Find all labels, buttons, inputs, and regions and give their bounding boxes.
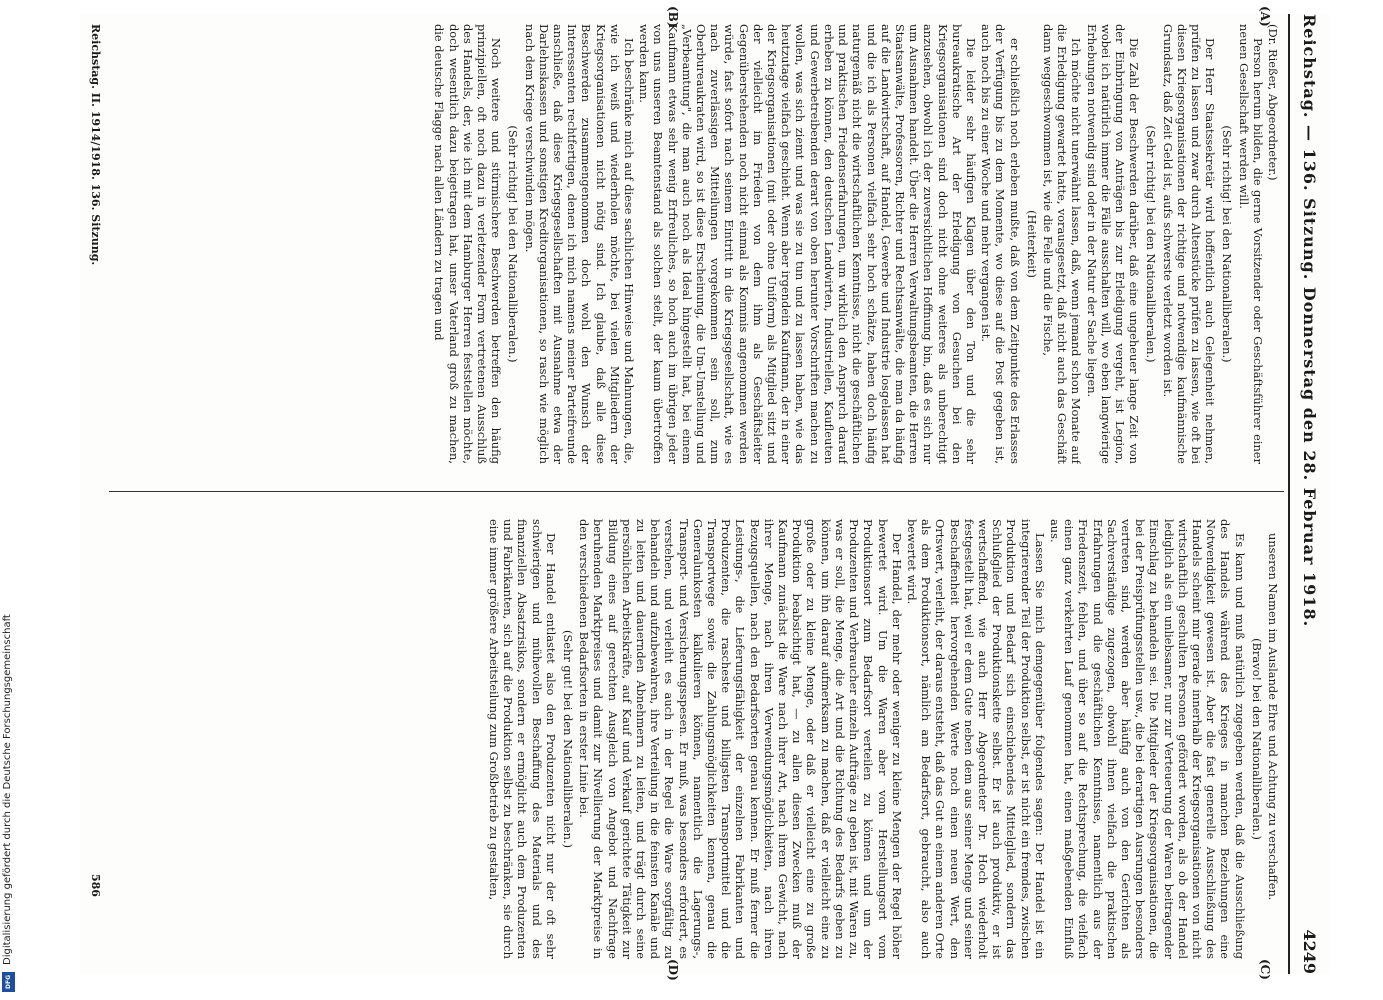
paragraph: Ich beschränke mich auf diese sachlichen Hinweise und Mahnungen, die, wie ich weiß und wiederholen möchte, bei vielen Mitgliedern der Kriegsorganisationen nicht nötig sind. Ich glaube, daß alle diese Beschwerden zusammengenommen doch wohl den Wunsch der Interessenten rechtfertigen, denen ich mich namens meiner Parteifreunde anschließe, daß diese Kriegsgesellschaften mit Ausnahme etwa der Darlehnskassen und sonstigen Kreditorganisationen, so rasch wie möglich nach dem Kriege verschwinden mögen. xyxy=(522,24,637,464)
paragraph: Ich möchte nicht unerwähnt lassen, daß, wenn jemand schon Monate auf die Erledigung gewartet hatte, vorausgesetzt, daß nicht auch das Geschäft dann weggeschwommen ist, wie die Felle und die Fische, xyxy=(1040,24,1084,464)
scanned-page xyxy=(80,6,1330,981)
interjection: (Bravo! bei den Nationalliberalen.) xyxy=(1249,638,1264,840)
paragraph: Der Herr Staatssekretär wird hoffentlich auch Gelegenheit nehmen, prüfen zu lassen und zwar durch Altenstücke prüfen zu lassen, wie oft bei diesen Kriegsorganisationen der richtige und notwendige kaufmännische Grundsatz, daß Zeit Geld ist, aufs schwerste verletzt worden ist. xyxy=(1160,24,1218,464)
paragraph: Die Zahl der Beschwerden darüber, daß eine ungeheuer lange Zeit von der Einbringung von Anträgen bis zur Erledigung vergeht, ist Legion, wobei ich natürlich immer die Fälle ausschalten will, wo eben langwierige Erhebungen notwendig sind oder in der Natur der Sache liegen. xyxy=(1084,24,1142,464)
paragraph: Person herum bilden, die gerne Vorsitzender oder Geschäftsführer einer neuen Gesellschaft werden will. xyxy=(1236,24,1265,464)
digitization-credit: Digitalisierung gefördert durch die Deutsche Forschungsgemeinschaft xyxy=(2,614,13,965)
page-header xyxy=(1288,14,1330,974)
paragraph: Die leider sehr häufigen Klagen über den Ton und die sehr bureaukratische Art der Erledigung von Gesuchen bei den Kriegsorganisationen sind doch nicht ohne weiteres als unberechtigt anzusehen, obwohl ich der zuversichtlichen Hoffnung bin, daß es sich nur um Ausnahmen handelt. Über die Herren Verwaltungsbeamten, die Herren Staatsanwälte, Professoren, Richter und Rechtsanwälte, die man da häufig auf die Landwirtschaft, auf Handel, Gewerbe und Industrie losgelassen hat und die ich als Personen vielfach sehr hoch schätze, haben doch häufig naturgemäß nicht die wirtschaftlichen Kenntnisse, nicht die geschäftlichen und praktischen Friedenserfahrungen, um wirklich den Anspruch darauf erheben zu können, den deutschen Landwirten, Industriellen, Kaufleuten und Gewerbetreibenden derart von oben herunter Vorschriften machen zu wollen, was sich ziemt und was sie zu tun und zu lassen haben, wie das heutzutage vielfach geschieht. Wenn aber irgendein Kaufmann, der in einer der Kriegsorganisationen (mit oder ohne Uniform) als Mitglied sitzt und der vielleicht im Frieden von dem ihm als Geschäftsleiter Gegenüberstehenden noch nicht einmal als Kommis angenommen werden würde, fast sofort nach seinem Eintritt in die Kriegsgesellschaft, wie es nach zuverlässigen Mitteilungen vorgekommen sein soll, zum Oberbureaukraten wird, so ist diese Erscheinung, die Um-Umstellung und „Verbeamtung", die man auch noch als Ideal hingestellt hat, bei einem Kaufmann etwas sehr wenig Erfreuliches, so hoch auch im übrigen jeder von uns unseren Beamtenstand als solchen stellt, der kaum übertroffen werden kann. xyxy=(637,24,978,464)
interjection: (Sehr gut! bei den Nationalliberalen.) xyxy=(561,629,576,849)
margin-marker-d: (D) xyxy=(666,959,680,981)
margin-marker-b: (B) xyxy=(666,6,680,28)
page-title: Reichstag. — 136. Sitzung. Donnerstag den 28. Februar 1918. xyxy=(1300,14,1320,628)
speaker-label: (Dr. Rießer, Abgeordneter.) xyxy=(1266,24,1280,181)
paragraph: unseren Namen im Auslande Ehre und Achtung zu verschaffen. xyxy=(1266,533,1280,901)
footer-signature: Reichstag. II. 1914/1918. 136. Sitzung. xyxy=(89,24,102,266)
margin-marker-c: (C) xyxy=(1258,959,1272,980)
paragraph: er schließlich noch erleben mußte, daß von dem Zeitpunkte des Erlasses der Verfügung bis zu dem Momente, wo diese auf die Post gegeben ist, auch noch bis zu einer Woche und mehr vergangen ist. xyxy=(979,24,1022,464)
interjection: (Sehr richtig! bei den Nationalliberalen.) xyxy=(506,125,521,363)
interjection: (Sehr richtig! bei den Nationalliberalen.) xyxy=(1144,125,1159,363)
interjection: (Sehr richtig! bei den Nationalliberalen.) xyxy=(1220,125,1235,363)
paragraph: Der Handel, der mehr oder weniger zu kleine Mengen der Regel höher bewertet wird. Um die Waren aber vom Herstellungsort vom Produktionsort zum Bedarfsort verteilen zu können und um der Produzenten und Verbraucher einzeln Aufträge zu geben ist, mit Waren zu, was er soll, die Menge, die Art und die Richtung des Bedarfs geben zu können, um ihn darauf aufmerksam zu machen, daß er vielleicht eine zu große oder zu kleine Menge, oder daß er vielleicht eine zu große Produktion beabsichtigt hat, — zu allen diesen Zwecken muß der Kaufmann zunächst die Ware nach ihrer Art, nach ihrem Gewicht, nach ihrer Menge, nach ihren Verwendungsmöglichkeiten, nach ihren Bezugsquellen, nach den Bedarfsorten genau kennen. Er muß ferner die Leistungs-, die Lieferungsfähigkeit der einzelnen Fabrikanten und Produzenten, die rascheste und billigsten Transportmittel und die Transportwege sowie die Zahlungsmöglichkeiten kennen, genau die Generalunkosten kalkulieren können, namentlich die Lagerungs-, Transport- und Versicherungsspesen. Er muß, was besonders erfordert, es verstehen, und verleiht es auch in der Regel die Ware sorgfältig zu behandeln und aufzubewahren, ihre Verteilung in die feinsten Kanäle und zu leiten und dauernden Abnehmern zu leiten, und trägt durch seine persönlichen Arbeitskräfte, auf Kauf und Verkauf gerichtete Tätigkeit zur Bildung eines auf gerechten Ausgleich von Angebot und Nachfrage beruhenden Marktpreises und damit zur Nivellierung der Marktpreise in den verschiedenen Bedarfsorten in erster Linie bei. xyxy=(577,519,904,959)
left-column xyxy=(105,24,1280,464)
dfg-logo-icon: DFG xyxy=(2,972,15,992)
paragraph: Es kann und muß natürlich zugegeben werden, daß die Ausschließung des Handels während des Krieges in manchen Beziehungen eine Notwendigkeit gewesen ist. Aber die fast generelle Ausschließung des Handels scheint mir gerade innerhalb der Kriegsorganisationen von nicht wirtschaftlich geschulten Personen gefördert worden, als ob der Handel lediglich als ein unliebsamer, nur zur Verteuerung der Waren beitragender Einschlag zu behandeln sei. Die Mitglieder der Kriegsorganisationen, die bei der Preisprüfungsstellen usw., die bei derartigen Ausrungen besonders vertreten sind, werden aber häufig auch von den Gerichten als Sachverständige zugezogen, obwohl ihnen vielfach die praktischen Erfahrungen und die geschäftlichen Kenntnisse, namentlich aus der Friedenszeit, fehlen, und über so auf die Rechtsprechung, die vielfach einen ganz verkehrten Lauf genommen hat, einen maßgebenden Einfluß aus. xyxy=(1047,519,1247,959)
right-column xyxy=(105,519,1280,959)
paragraph: Der Handel entlastet also den Produzenten nicht nur der oft sehr schwierigen und mühevollen Beschaffung des Materials und des finanziellen Absatzrisikos, sondern er ermöglicht auch dem Produzenten und Fabrikanten, sich auf die Produktion selbst zu beschränken, sie durch eine immer größere Arbeitsteilung zum Großbetrieb zu gestalten, xyxy=(487,519,558,959)
interjection: (Heiterkeit) xyxy=(1024,210,1039,278)
margin-marker-a: (A) xyxy=(1258,6,1272,27)
column-divider xyxy=(109,491,1284,492)
page-number: 4249 xyxy=(1300,929,1320,974)
paragraph: Noch weitere und stürmischere Beschwerden betreffen den häufig prinzipiellen, oft noch dazu in verletzender Form vertretenen Ausschluß des Handels, der, wie ich mit dem Hamburger Herren feststellen möchte, doch wesentlich dazu beigetragen hat, unser Vaterland groß zu machen, die deutsche Flagge nach allen Ländern zu tragen und xyxy=(432,24,504,464)
sidebar xyxy=(0,0,18,1000)
paragraph: Lassen Sie mich demgegenüber folgendes sagen: Der Handel ist ein integrierender Teil der Produktion selbst, er ist nicht ein fremdes, zwischen Produktion und Bedarf sich einschiebendes Mittelglied, sondern das Schlußglied der Produktionskette selbst. Er ist auch produktiv, er ist wertschaffend, wie auch Herr Abgeordneter Dr. Hoch wiederholt festgestellt hat, weil er dem Gute neben dem aus seiner Menge und seiner Beschaffenheit hervorgehenden Werte noch einen neuen Wert, den Ortswert, verleiht, der daraus entsteht, daß das Gut an einem anderen Orte als dem Produktionsort, nämlich am Bedarfsort, gebraucht, also auch bewertet wird. xyxy=(904,519,1047,959)
footer-sheet-number: 586 xyxy=(89,874,102,897)
